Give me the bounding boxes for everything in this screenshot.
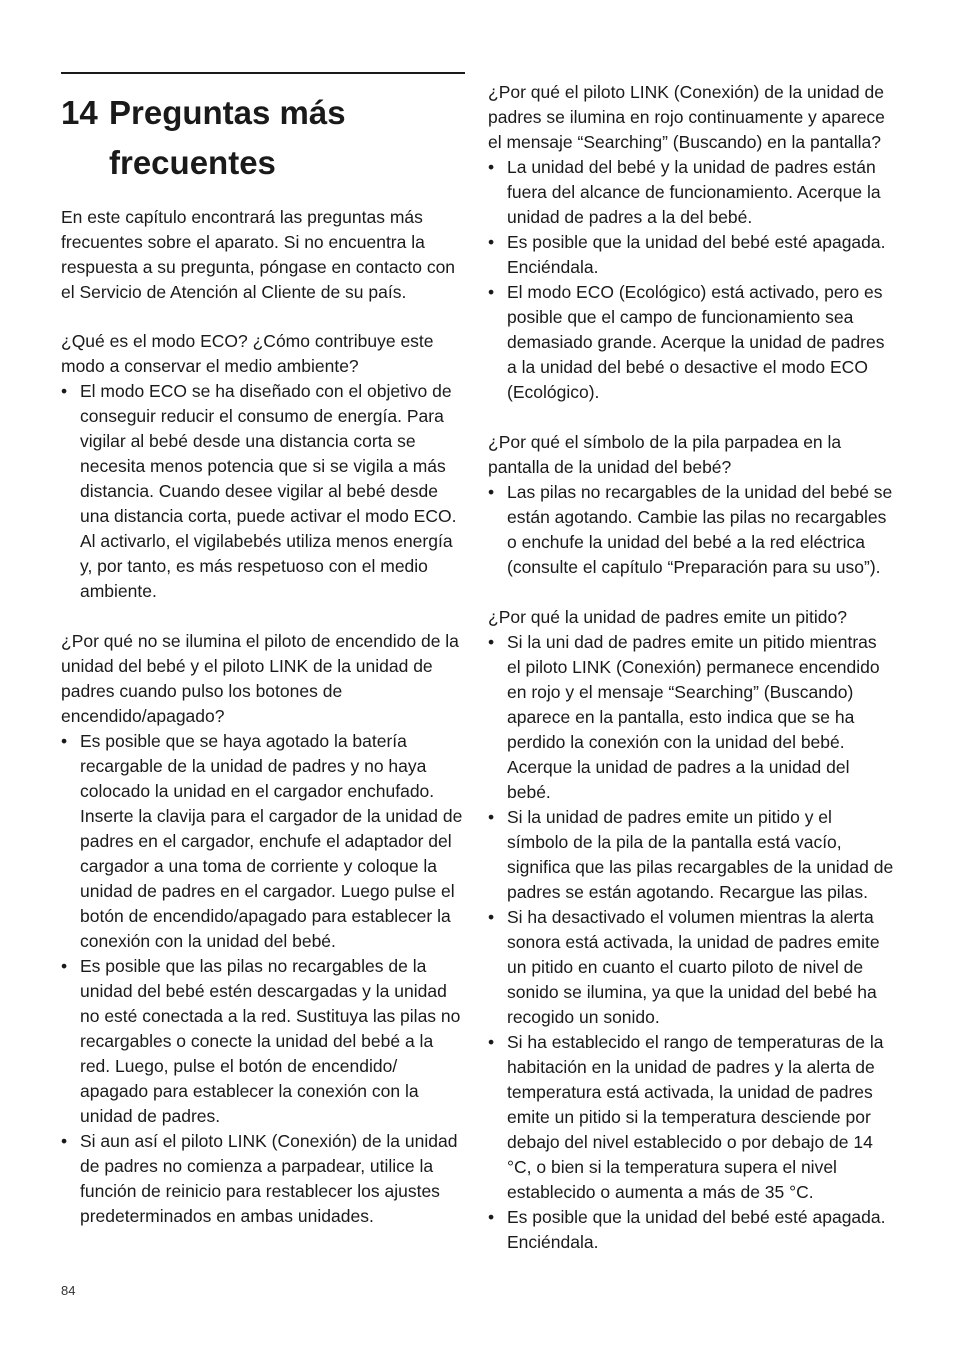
chapter-title-line1: Preguntas más (109, 94, 346, 131)
faq-answer: • El modo ECO (Ecológico) está activado, pero es posible que el campo de funcionamiento sea demasiado grande. Acerque la unidad de padres a la unidad del bebé o desactive el modo ECO (Ecológico). (488, 280, 894, 405)
faq-answer: • Si ha desactivado el volumen mientras la alerta sonora está activada, la unidad de padres emite un pitido en cuanto el cuarto piloto de nivel de sonido se ilumina, ya que la unidad del bebé ha recogido un sonido. (488, 905, 894, 1030)
faq-question: ¿Qué es el modo ECO? ¿Cómo contribuye este modo a conservar el medio ambiente? (61, 331, 434, 376)
faq-beep (488, 605, 894, 1255)
faq-answer: • Si la unidad de padres emite un pitido y el símbolo de la pila de la pantalla está vacío, significa que las pilas recargables de la unidad de padres se están agotando. Recargue las pilas. (488, 805, 894, 905)
faq-question: ¿Por qué el símbolo de la pila parpadea en la pantalla de la unidad del bebé? (488, 432, 842, 477)
faq-answer: • Si ha establecido el rango de temperaturas de la habitación en la unidad de padres y la alerta de temperatura está activada, la unidad de padres emite un pitido si la temperatura desciende por debajo del nivel establecido o por debajo de 14 °C, o bien si la temperatura supera el nivel establecido o aumenta a más de 35 °C. (488, 1030, 894, 1205)
faq-answer: • Es posible que se haya agotado la batería recargable de la unidad de padres y no haya colocado la unidad en el cargador enchufado. Inserte la clavija para el cargador de la unidad de padres en el cargador, enchufe el adaptador del cargador a una toma de corriente y coloque la unidad de padres en el cargador. Luego pulse el botón de encendido/apagado para establecer la conexión con la unidad del bebé. (61, 729, 466, 954)
faq-question: ¿Por qué el piloto LINK (Conexión) de la unidad de padres se ilumina en rojo continuamente y aparece el mensaje “Searching” (Buscando) en la pantalla? (488, 82, 885, 152)
left-column (61, 329, 466, 1229)
faq-answer: • Si la uni dad de padres emite un pitido mientras el piloto LINK (Conexión) permanece encendido en rojo y el mensaje “Searching” (Buscando) aparece en la pantalla, esto indica que se ha perdido la conexión con la unidad del bebé. Acerque la unidad de padres a la unidad del bebé. (488, 630, 894, 805)
faq-answer: • Es posible que la unidad del bebé esté apagada. Enciéndala. (488, 230, 894, 280)
chapter-title (61, 88, 466, 188)
faq-battery-blink (488, 430, 894, 580)
faq-answer: • Es posible que la unidad del bebé esté apagada. Enciéndala. (488, 1205, 894, 1255)
faq-link-red (488, 80, 894, 405)
faq-answers (488, 630, 894, 1255)
intro-paragraph: En este capítulo encontrará las preguntas más frecuentes sobre el aparato. Si no encuentra la respuesta a su pregunta, póngase en contacto con el Servicio de Atención al Cliente de su país. (61, 207, 456, 302)
faq-answer: • La unidad del bebé y la unidad de padres están fuera del alcance de funcionamiento. Acerque la unidad de padres a la del bebé. (488, 155, 894, 230)
faq-eco-mode (61, 329, 466, 604)
right-column (488, 80, 894, 1255)
header-rule (61, 72, 465, 74)
faq-answer: • Es posible que las pilas no recargables de la unidad del bebé estén descargadas y la unidad no esté conectada a la red. Sustituya las pilas no recargables o conecte la unidad del bebé a la red. Luego, pulse el botón de encendido/ apagado para establecer la conexión con la unidad de padres. (61, 954, 466, 1129)
faq-power-light (61, 629, 466, 1229)
chapter-number: 14 (61, 94, 98, 131)
faq-answer: • Las pilas no recargables de la unidad del bebé se están agotando. Cambie las pilas no recargables o enchufe la unidad del bebé a la red eléctrica (consulte el capítulo “Preparación para su uso”). (488, 480, 894, 580)
faq-answers (488, 480, 894, 580)
page-number: 84 (61, 1283, 76, 1298)
faq-answers (61, 729, 466, 1229)
faq-answer: • Si aun así el piloto LINK (Conexión) de la unidad de padres no comienza a parpadear, utilice la función de reinicio para restablecer los ajustes predeterminados en ambas unidades. (61, 1129, 466, 1229)
faq-question: ¿Por qué no se ilumina el piloto de encendido de la unidad del bebé y el piloto LINK de la unidad de padres cuando pulso los botones de encendido/apagado? (61, 631, 459, 726)
faq-question: ¿Por qué la unidad de padres emite un pitido? (488, 607, 847, 627)
faq-answers (488, 155, 894, 405)
faq-answers (61, 379, 466, 604)
chapter-title-line2: frecuentes (109, 144, 276, 181)
faq-answer: • El modo ECO se ha diseñado con el objetivo de conseguir reducir el consumo de energía. Para vigilar al bebé desde una distancia corta se necesita menos potencia que si se vigila a más distancia. Cuando desee vigilar al bebé desde una distancia corta, puede activar el modo ECO. Al activarlo, el vigilabebés utiliza menos energía y, por tanto, es más respetuoso con el medio ambiente. (61, 379, 466, 604)
